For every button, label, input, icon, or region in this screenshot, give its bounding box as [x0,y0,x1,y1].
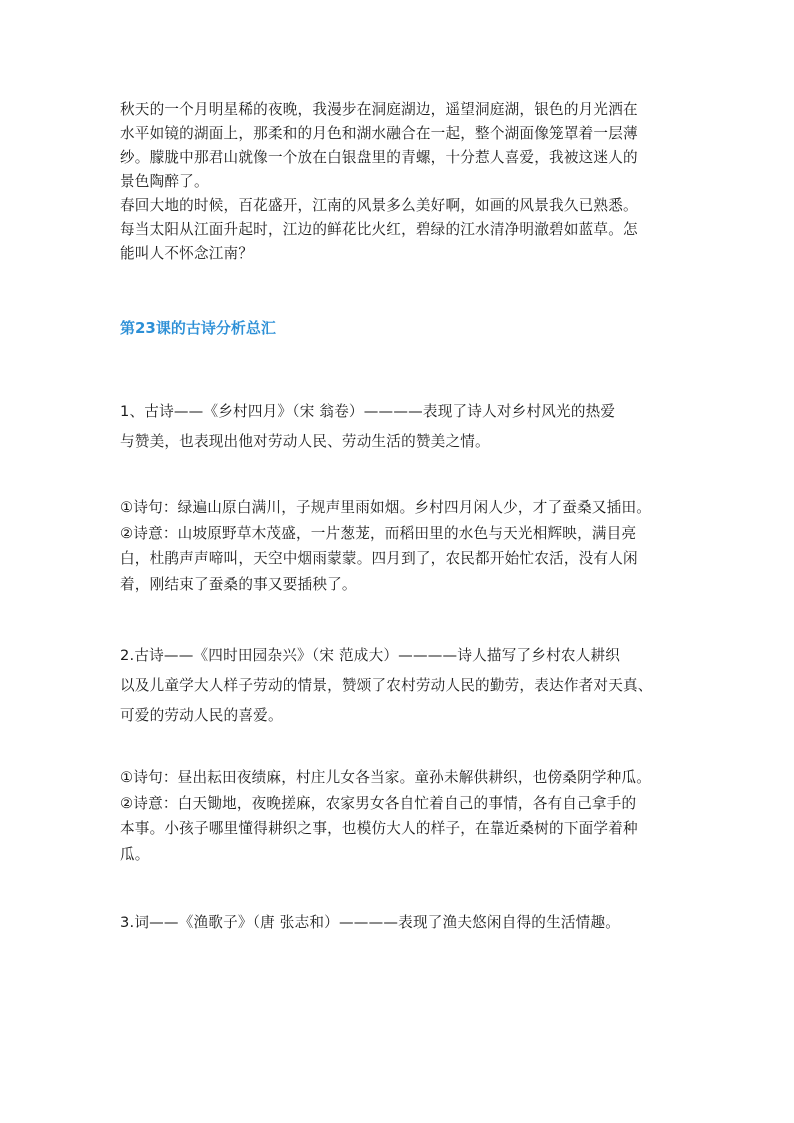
text-line: 能叫人不怀念江南？ [120,245,254,262]
text-line: 以及儿童学大人样子劳动的情景，赞颂了农村劳动人民的勤劳，表达作者对天真、 [120,677,653,694]
text-line: 瓜。 [120,845,150,863]
text-line: 秋天的一个月明星稀的夜晚，我漫步在洞庭湖边，遥望洞庭湖，银色的月光洒在 [120,101,638,118]
text-line: 着，刚结束了蚕桑的事又要插秧了。 [120,575,357,593]
text-line: 水平如镜的湖面上，那柔和的月色和湖水融合在一起，整个湖面像笼罩着一层薄 [120,125,638,142]
text-line: ②诗意：白天锄地，夜晚搓麻，农家男女各自忙着自己的事情，各有自己拿手的 [120,794,637,812]
intro-paragraph-1 [120,98,680,194]
text-line: ①诗句：昼出耘田夜绩麻，村庄儿女各当家。童孙未解供耕织，也傍桑阴学种瓜。 [120,769,652,786]
text-line: 可爱的劳动人民的喜爱。 [120,707,283,724]
intro-paragraph-2 [120,194,680,266]
text-line: 1、古诗——《乡村四月》（宋 翁卷）————表现了诗人对乡村风光的热爱 [120,403,616,420]
text-line: 每当太阳从江面升起时，江边的鲜花比火红，碧绿的江水清净明澈碧如蓝草。怎 [120,221,638,238]
text-line: 纱。朦胧中那君山就像一个放在白银盘里的青螺，十分惹人喜爱，我被这迷人的 [120,149,638,166]
section-heading: 第23课的古诗分析总汇 [120,319,276,337]
text-line: 3.词——《渔歌子》（唐 张志和）————表现了渔夫悠闲自得的生活情趣。 [120,914,621,931]
text-line: 春回大地的时候，百花盛开，江南的风景多么美好啊，如画的风景我久已熟悉。 [120,197,638,214]
poem2-details [120,765,680,867]
text-line: ①诗句：绿遍山原白满川，子规声里雨如烟。乡村四月闲人少，才了蚕桑又插田。 [120,499,652,516]
poem3-summary [120,908,680,938]
text-line: 本事。小孩子哪里懂得耕织之事，也模仿大人的样子，在靠近桑树的下面学着种 [120,820,638,837]
poem2-summary [120,641,680,731]
text-line: 景色陶醉了。 [120,173,209,190]
text-line: ②诗意：山坡原野草木茂盛，一片葱茏，而稻田里的水色与天光相辉映，满目亮 [120,524,637,542]
text-line: 2.古诗——《四时田园杂兴》（宋 范成大）————诗人描写了乡村农人耕织 [120,647,621,664]
text-line: 白，杜鹃声声啼叫，天空中烟雨蒙蒙。四月到了，农民都开始忙农活，没有人闲 [120,550,638,567]
poem1-summary [120,397,680,457]
text-line: 与赞美，也表现出他对劳动人民、劳动生活的赞美之情。 [120,433,490,450]
poem1-details [120,495,680,597]
